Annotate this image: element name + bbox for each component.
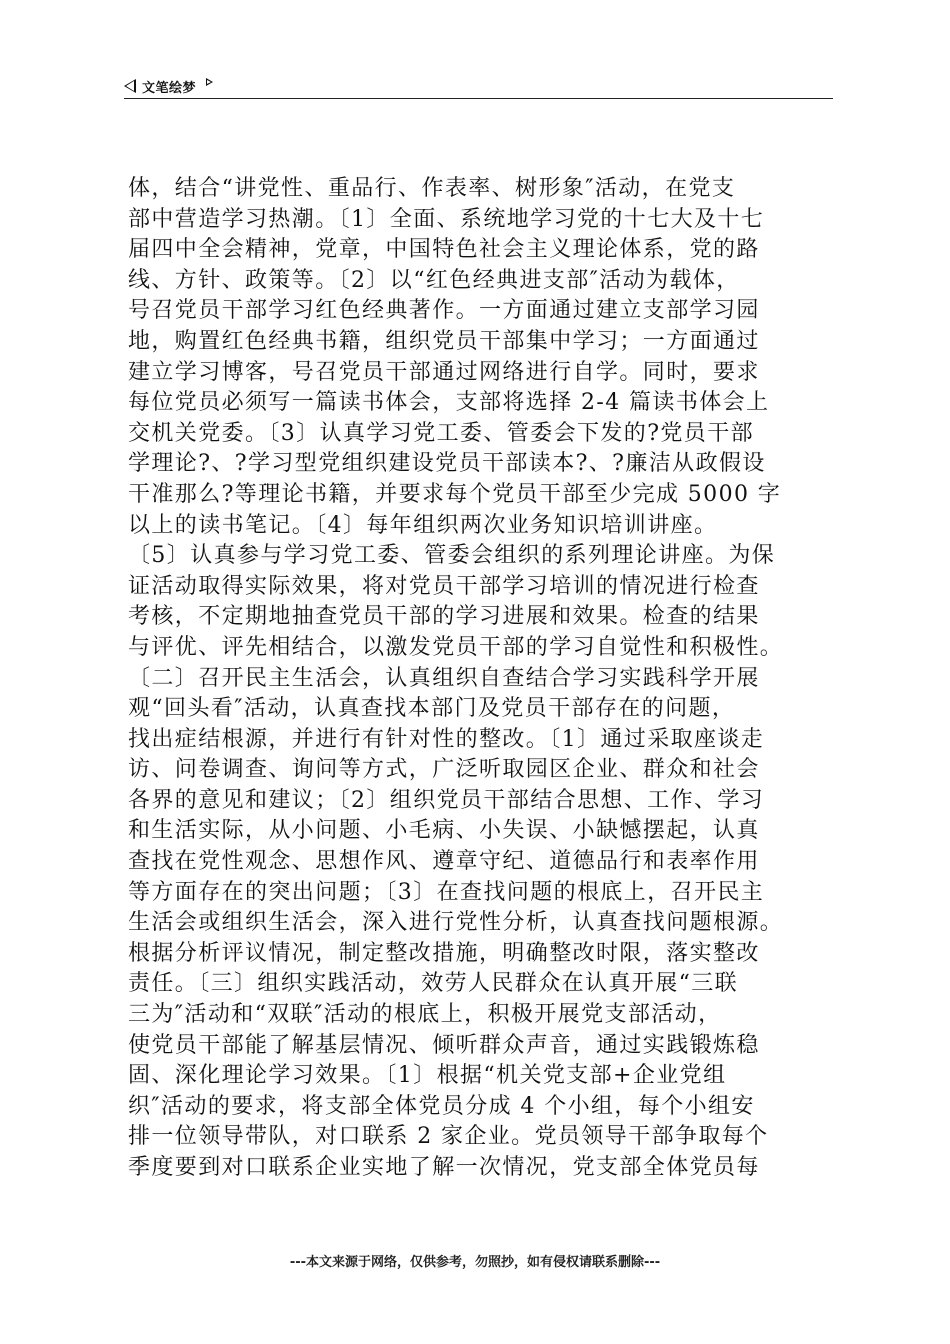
left-triangle-icon <box>124 79 136 93</box>
text-line: 找出症结根源，并进行有针对性的整改。〔1〕通过采取座谈走 <box>128 726 765 752</box>
text-line: 织″活动的要求，将支部全体党员分成 4 个小组，每个小组安 <box>128 1093 755 1119</box>
text-line: 地，购置红色经典书籍，组织党员干部集中学习；一方面通过 <box>128 328 760 354</box>
text-line: 责任。〔三〕组织实践活动，效劳人民群众在认真开展“三联 <box>128 971 739 997</box>
text-line: 届四中全会精神，党章，中国特色社会主义理论体系，党的路 <box>128 237 760 263</box>
text-line: 各界的意见和建议；〔2〕组织党员干部结合思想、工作、学习 <box>128 787 765 813</box>
text-line: 查找在党性观念、思想作风、遵章守纪、道德品行和表率作用 <box>128 849 760 875</box>
document-body <box>128 174 840 1184</box>
text-line: 干准那么?等理论书籍，并要求每个党员干部至少完成 5000 字 <box>128 481 782 507</box>
text-line: 学理论?、?学习型党组织建设党员干部读本?、?廉洁从政假设 <box>128 451 766 477</box>
text-line: 〔二〕召开民主生活会，认真组织自查结合学习实践科学开展 <box>128 665 760 691</box>
text-line: 使党员干部能了解基层情况、倾听群众声音，通过实践锻炼稳 <box>128 1032 760 1058</box>
text-line: 等方面存在的突出问题；〔3〕在查找问题的根底上，召开民主 <box>128 879 765 905</box>
text-line: 以上的读书笔记。〔4〕每年组织两次业务知识培训讲座。 <box>128 512 718 538</box>
text-line: 证活动取得实际效果，将对党员干部学习培训的情况进行检查 <box>128 573 760 599</box>
page-header <box>124 74 833 99</box>
right-triangle-icon <box>206 78 213 86</box>
text-line: 考核，不定期地抽查党员干部的学习进展和效果。检查的结果 <box>128 604 760 630</box>
text-line: 三为″活动和“双联″活动的根底上，积极开展党支部活动， <box>128 1002 722 1028</box>
text-line: 观“回头看″活动，认真查找本部门及党员干部存在的问题， <box>128 696 736 722</box>
text-line: 体，结合“讲党性、重品行、作表率、树形象″活动，在党支 <box>128 176 736 201</box>
text-line: 排一位领导带队，对口联系 2 家企业。党员领导干部争取每个 <box>128 1124 769 1150</box>
header-brand: 文笔绘梦 <box>142 80 197 96</box>
text-line: 每位党员必须写一篇读书体会，支部将选择 2-4 篇读书体会上 <box>128 390 770 416</box>
text-line: 〔5〕认真参与学习党工委、管委会组织的系列理论讲座。为保 <box>128 543 776 569</box>
text-line: 固、深化理论学习效果。〔1〕根据“机关党支部+企业党组 <box>128 1063 727 1089</box>
text-line: 与评优、评先相结合，以激发党员干部的学习自觉性和积极性。 <box>128 634 784 660</box>
text-line: 生活会或组织生活会，深入进行党性分析，认真查找问题根源。 <box>128 910 784 936</box>
text-line: 根据分析评议情况，制定整改措施，明确整改时限，落实整改 <box>128 940 760 966</box>
text-line: 和生活实际，从小问题、小毛病、小失误、小缺憾摆起，认真 <box>128 818 760 844</box>
footer-disclaimer: ---本文来源于网络，仅供参考，勿照抄，如有侵权请联系删除--- <box>289 1255 661 1270</box>
text-line: 访、问卷调查、询问等方式，广泛听取园区企业、群众和社会 <box>128 757 760 783</box>
text-line: 线、方针、政策等。〔2〕以“红色经典进支部″活动为载体， <box>128 267 740 293</box>
text-line: 建立学习博客，号召党员干部通过网络进行自学。同时，要求 <box>128 359 760 385</box>
text-line: 号召党员干部学习红色经典著作。一方面通过建立支部学习园 <box>128 298 760 324</box>
text-line: 季度要到对口联系企业实地了解一次情况，党支部全体党员每 <box>128 1155 760 1180</box>
text-line: 交机关党委。〔3〕认真学习党工委、管委会下发的?党员干部 <box>128 420 754 446</box>
text-line: 部中营造学习热潮。〔1〕全面、系统地学习党的十七大及十七 <box>128 206 765 232</box>
